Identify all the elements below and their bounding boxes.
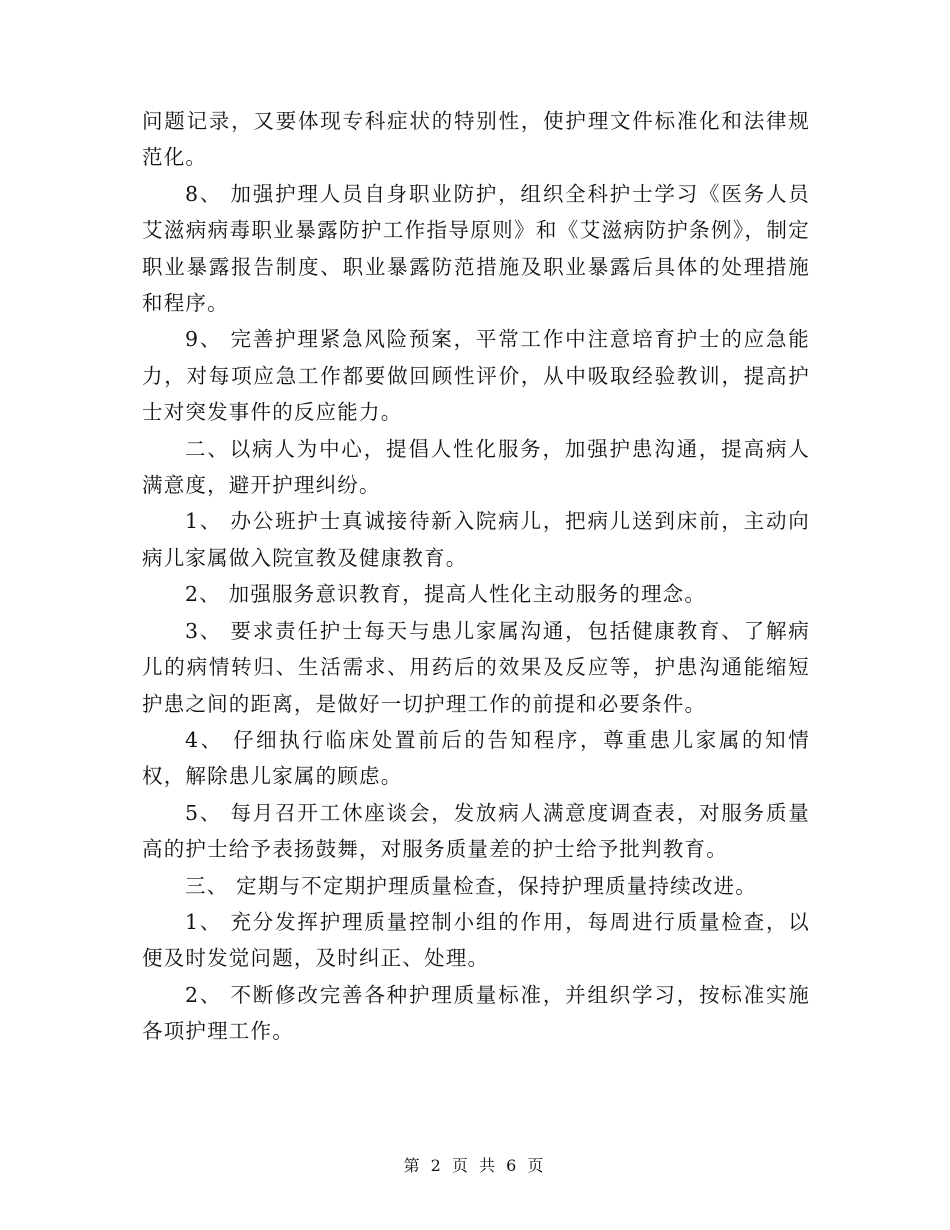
- page-number-footer: 第 2 页 共 6 页: [403, 1156, 547, 1175]
- document-body: [142, 103, 810, 1050]
- paragraph-item-8: 8、 加强护理人员自身职业防护，组织全科护士学习《医务人员艾滋病病毒职业暴露防护工作指导原则》和《艾滋病防护条例》，制定职业暴露报告制度、职业暴露防范措施及职业暴露后具体的处理措施和程序。: [142, 181, 810, 316]
- paragraph-item-4: 4、 仔细执行临床处置前后的告知程序，尊重患儿家属的知情权，解除患儿家属的顾虑。: [142, 727, 810, 789]
- paragraph-continuation: 问题记录，又要体现专科症状的特别性，使护理文件标准化和法律规范化。: [142, 109, 810, 170]
- paragraph-item-2-section-3: 2、 不断修改完善各种护理质量标准，并组织学习，按标准实施各项护理工作。: [142, 982, 810, 1044]
- paragraph-item-9: 9、 完善护理紧急风险预案，平常工作中注意培育护士的应急能力，对每项应急工作都要做回顾性评价，从中吸取经验教训，提高护士对突发事件的反应能力。: [142, 327, 810, 425]
- paragraph-item-2: 2、 加强服务意识教育，提高人性化主动服务的理念。: [185, 582, 707, 607]
- section-heading-2: 二、以病人为中心，提倡人性化服务，加强护患沟通，提高病人满意度，避开护理纠纷。: [142, 436, 810, 498]
- paragraph-item-5: 5、 每月召开工休座谈会，发放病人满意度调查表，对服务质量高的护士给予表扬鼓舞，对服务质量差的护士给予批判教育。: [142, 800, 810, 862]
- paragraph-item-1-section-3: 1、 充分发挥护理质量控制小组的作用，每周进行质量检查，以便及时发觉问题，及时纠正、处理。: [142, 909, 810, 971]
- paragraph-item-1: 1、 办公班护士真诚接待新入院病儿，把病儿送到床前，主动向病儿家属做入院宣教及健康教育。: [142, 509, 810, 570]
- paragraph-item-3: 3、 要求责任护士每天与患儿家属沟通，包括健康教育、了解病儿的病情转归、生活需求、用药后的效果及反应等，护患沟通能缩短护患之间的距离，是做好一切护理工作的前提和必要条件。: [142, 618, 810, 716]
- section-heading-3: 三、 定期与不定期护理质量检查，保持护理质量持续改进。: [185, 873, 757, 898]
